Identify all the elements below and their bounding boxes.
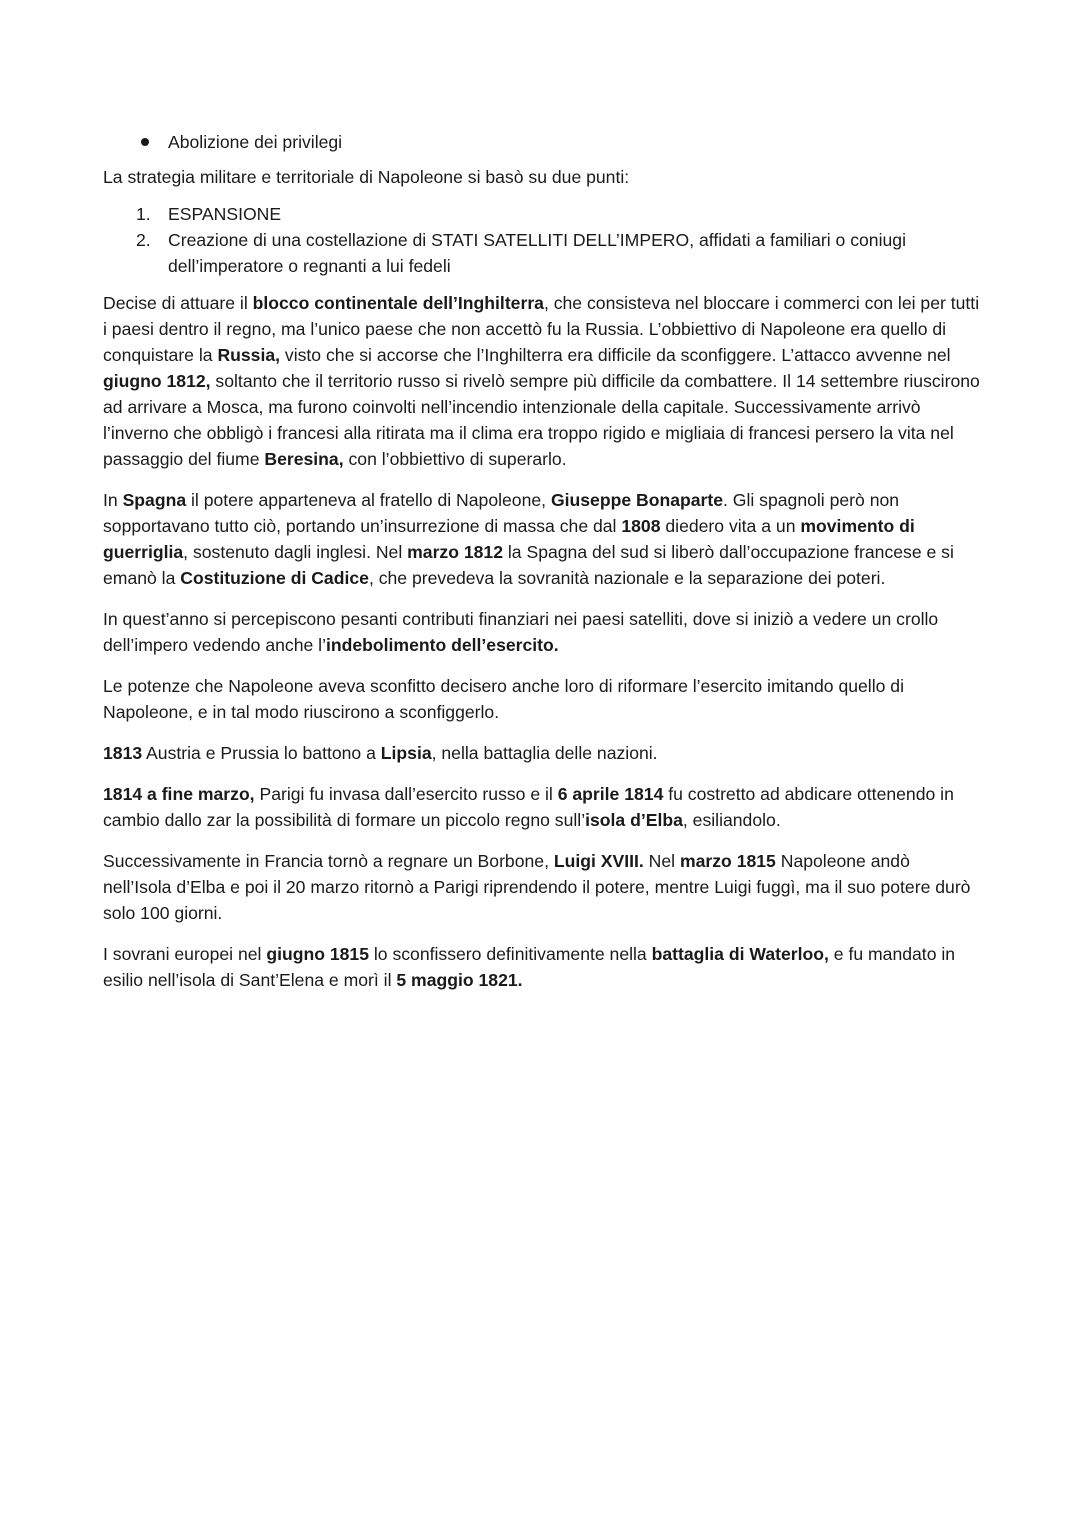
text-run: e fu mandato in esilio nell’isola di Sant’Elena e morì il [103,944,956,990]
bold-text: 6 aprile 1814 [557,784,664,804]
text-run: Napoleone andò nell’Isola d’Elba e poi il 20 marzo ritornò a Parigi riprendendo il potere, mentre Luigi fuggì, ma il suo potere durò solo 100 giorni. [103,851,971,923]
bold-text: Costituzione di Cadice [180,568,369,588]
bold-text: marzo 1812 [407,542,503,562]
numbered-list [103,201,980,279]
text-run: Parigi fu invasa dall’esercito russo e il [254,784,558,804]
paragraph [103,487,980,591]
text-run: lo sconfissero definitivamente nella [368,944,652,964]
text-run: Austria e Prussia lo battono a [142,743,381,763]
bold-text: 1813 [103,743,143,763]
paragraph [103,781,980,833]
text-run: , esiliandolo. [682,810,781,830]
text-run: con l’obbiettivo di superarlo. [343,449,567,469]
text-run: soltanto che il territorio russo si rivelò sempre più difficile da combattere. Il 14 settembre riuscirono ad arrivare a Mosca, ma furono coinvolti nell’incendio intenzionale della capitale. Successivamente arrivò l’inverno che obbligò i francesi alla ritirata ma il clima era troppo rigido e migliaia di francesi persero la vita nel passaggio del fiume [103,371,980,469]
bold-text: indebolimento dell’esercito. [326,635,559,655]
bullet-item [103,129,980,155]
paragraph [103,673,980,725]
text-run: visto che si accorse che l’Inghilterra era difficile da sconfiggere. L’attacco avvenne nel [280,345,951,365]
text-run: I sovrani europei nel [103,944,267,964]
paragraph [103,848,980,926]
bold-text: giugno 1815 [266,944,369,964]
bold-text: 5 maggio 1821. [396,970,523,990]
text-run: diedero vita a un [660,516,801,536]
bold-text: 1814 a fine marzo, [103,784,255,804]
paragraph [103,941,980,993]
bold-text: Spagna [122,490,187,510]
bullet-list [103,129,980,155]
lead-sentence: La strategia militare e territoriale di Napoleone si basò su due punti: [103,167,630,187]
text-run: , che consisteva nel bloccare i commerci con lei per tutti i paesi dentro il regno, ma l’unico paese che non accettò fu la Russia. L’obbiettivo di Napoleone era quello di conquistare la [103,293,980,365]
bold-text: Luigi XVIII. [553,851,644,871]
bold-text: Russia, [217,345,281,365]
text-run: . Gli spagnoli però non sopportavano tutto ciò, portando un’insurrezione di massa che dal [103,490,900,536]
body-paragraphs [103,290,980,993]
item-text: ESPANSIONE [168,204,282,224]
bold-text: blocco continentale dell’Inghilterra [252,293,544,313]
paragraph [103,606,980,658]
text-run: Decise di attuare il [103,293,253,313]
item-number: 2. [136,230,151,250]
bold-text: 1808 [621,516,661,536]
bold-text: battaglia di Waterloo, [651,944,829,964]
text-run: In quest’anno si percepiscono pesanti contributi finanziari nei paesi satelliti, dove si iniziò a vedere un crollo dell’impero vedendo anche l’ [103,609,939,655]
text-run: la Spagna del sud si liberò dall’occupazione francese e si emanò la [103,542,954,588]
bold-text: Lipsia [380,743,432,763]
text-run: , che prevedeva la sovranità nazionale e la separazione dei poteri. [368,568,886,588]
text-run: fu costretto ad abdicare ottenendo in cambio dallo zar la possibilità di formare un piccolo regno sull’ [103,784,954,830]
bold-text: movimento di guerriglia [103,516,915,562]
text-run: Nel [643,851,680,871]
bold-text: giugno 1812, [103,371,211,391]
text-run: , nella battaglia delle nazioni. [431,743,658,763]
numbered-item [103,201,980,227]
bold-text: Beresina, [264,449,344,469]
numbered-item [103,227,980,279]
text-run: Le potenze che Napoleone aveva sconfitto decisero anche loro di riformare l’esercito imitando quello di Napoleone, e in tal modo riuscirono a sconfiggerlo. [103,676,904,722]
bold-text: marzo 1815 [679,851,776,871]
text-run: In [103,490,123,510]
text-run: il potere apparteneva al fratello di Napoleone, [186,490,551,510]
bullet-text: Abolizione dei privilegi [168,132,343,152]
bold-text: isola d’Elba [585,810,683,830]
paragraph [103,290,980,472]
text-run: Successivamente in Francia tornò a regnare un Borbone, [103,851,554,871]
text-run: , sostenuto dagli inglesi. Nel [183,542,408,562]
item-number: 1. [136,204,151,224]
item-text: Creazione di una costellazione di STATI SATELLITI DELL’IMPERO, affidati a familiari o coniugi dell’imperatore o regnanti a lui fedeli [168,230,906,276]
bold-text: Giuseppe Bonaparte [550,490,724,510]
paragraph [103,740,980,766]
bullet-icon [141,138,149,146]
